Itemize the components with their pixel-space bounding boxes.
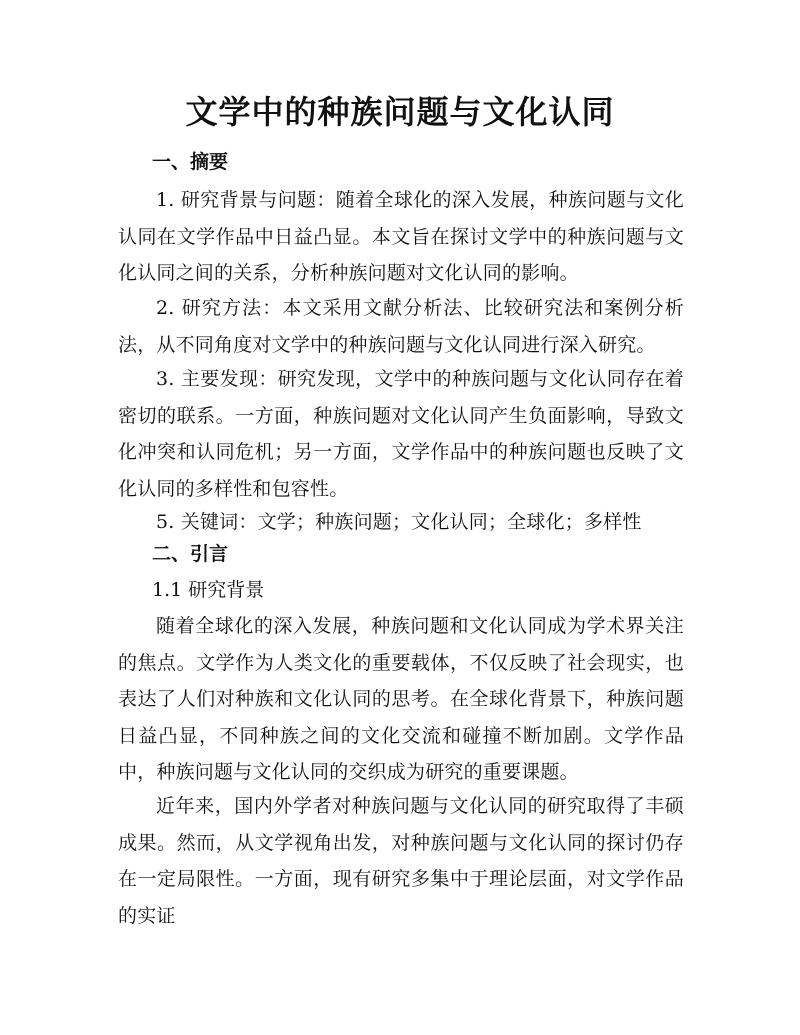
subsection-heading-1-1: 1.1 研究背景 [152, 579, 265, 601]
abstract-heading: 一、摘要 [152, 151, 229, 173]
page-title: 文学中的种族问题与文化认同 [185, 93, 615, 131]
keywords-paragraph: 5. 关键词：文学；种族问题；文化认同；全球化；多样性 [156, 511, 642, 533]
intro-paragraph-2: 近年来，国内外学者对种族问题与文化认同的研究取得了丰硕成果。然而，从文学视角出发，对种族问题与文化认同的探讨仍存在一定局限性。一方面，现有研究多集中于理论层面，对文学作品的实证 [118, 795, 684, 927]
abstract-paragraph-1: 1. 研究背景与问题：随着全球化的深入发展，种族问题与文化认同在文学作品中日益凸显。本文旨在探讨文学中的种族问题与文化认同之间的关系，分析种族问题对文化认同的影响。 [118, 189, 684, 285]
intro-paragraph-1: 随着全球化的深入发展，种族问题和文化认同成为学术界关注的焦点。文学作为人类文化的重要载体，不仅反映了社会现实，也表达了人们对种族和文化认同的思考。在全球化背景下，种族问题日益凸显，不同种族之间的文化交流和碰撞不断加剧。文学作品中，种族问题与文化认同的交织成为研究的重要课题。 [118, 615, 684, 784]
intro-heading: 二、引言 [152, 543, 229, 565]
abstract-paragraph-2: 2. 研究方法：本文采用文献分析法、比较研究法和案例分析法，从不同角度对文学中的种族问题与文化认同进行深入研究。 [118, 297, 684, 356]
abstract-paragraph-3: 3. 主要发现：研究发现，文学中的种族问题与文化认同存在着密切的联系。一方面，种族问题对文化认同产生负面影响，导致文化冲突和认同危机；另一方面，文学作品中的种族问题也反映了文化认同的多样性和包容性。 [118, 368, 684, 500]
